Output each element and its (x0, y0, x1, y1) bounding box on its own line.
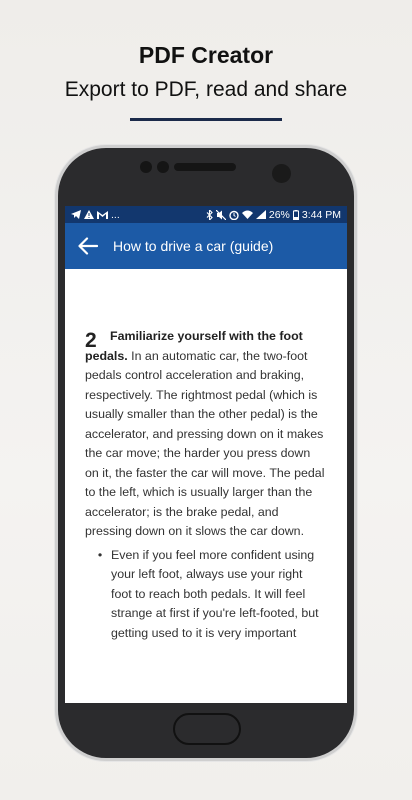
promo-title: PDF Creator (138, 42, 274, 68)
step-body: In an automatic car, the two-foot pedals control acceleration and braking, respectively. The rightmost pedal (which is usually smaller than the other pedal) is the accelerator, and pressing down on it makes the car move; the harder you press down on it, the faster the car will move. The pedal to the left, which is usually larger than the accelerator; is the brake pedal, and pressing down on it slows the car down. (85, 348, 325, 538)
warning-icon (84, 210, 94, 219)
bullet-text: Even if you feel more confident using your left foot, always use your right foot to reach both pedals. It will feel strange at first if you're left-footed, but getting used to it is very important (111, 547, 319, 640)
more-notifications: ... (111, 208, 120, 221)
power-button (354, 345, 358, 387)
sensor-dot (157, 161, 169, 173)
gmail-icon (97, 211, 108, 219)
article-content (65, 269, 347, 643)
step-paragraph (85, 327, 327, 542)
bullet-icon: • (97, 547, 103, 562)
back-arrow-icon[interactable] (77, 235, 99, 257)
step-number: 2 (85, 329, 97, 352)
front-camera (272, 164, 291, 183)
status-bar (65, 206, 347, 223)
app-bar (65, 223, 347, 269)
page-title: How to drive a car (guide) (113, 238, 274, 254)
step-title: Familiarize yourself with the foot pedals. (85, 329, 303, 363)
alarm-icon (229, 210, 239, 220)
promo-underline (130, 118, 282, 121)
signal-icon (256, 210, 266, 219)
promo-subtitle: Export to PDF, read and share (64, 78, 348, 101)
battery-icon (293, 210, 299, 220)
home-button (173, 713, 241, 745)
earpiece (174, 163, 236, 171)
telegram-icon (71, 210, 81, 219)
wifi-icon (242, 210, 253, 219)
bluetooth-icon (206, 210, 213, 220)
list-item (85, 546, 327, 644)
clock: 3:44 PM (301, 208, 341, 221)
battery-percent: 26% (268, 208, 290, 221)
phone-screen (65, 206, 347, 703)
mute-icon (216, 210, 226, 220)
sensor-dot (140, 161, 152, 173)
